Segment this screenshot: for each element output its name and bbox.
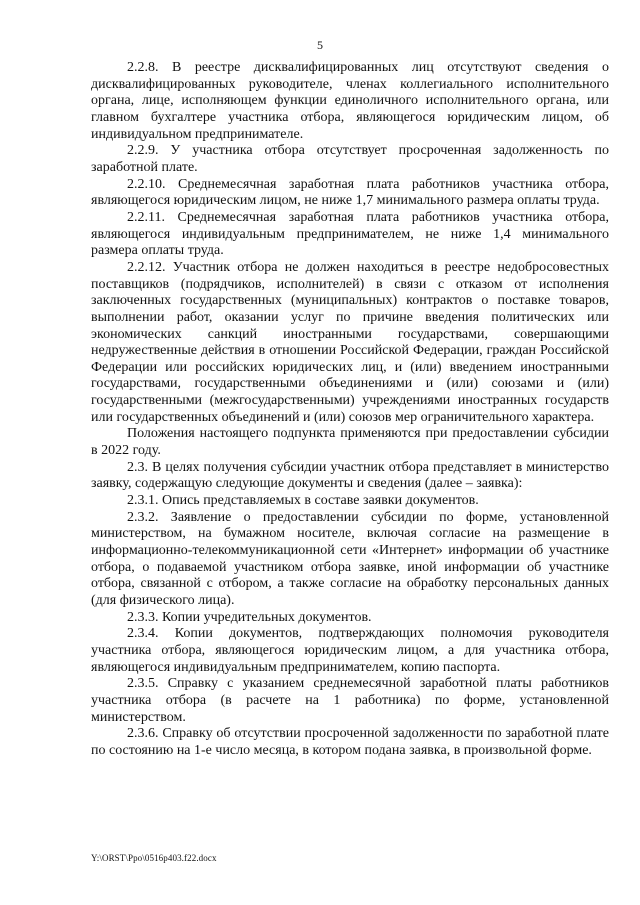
- clause-2-2-11: 2.2.11. Среднемесячная заработная плата работников участника отбора, являющегося индивидуальным предпринимателем, не ниже 1,4 минимального размера оплаты труда.: [91, 209, 609, 259]
- clause-note: Положения настоящего подпункта применяются при предоставлении субсидии в 2022 году.: [91, 426, 609, 459]
- footer-file-path: Y:\ORST\Ppo\0516p403.f22.docx: [91, 853, 217, 863]
- clause-2-2-8: 2.2.8. В реестре дисквалифицированных лиц отсутствуют сведения о дисквалифицированных руководителе, членах коллегиального исполнительного органа, лице, исполняющем функции единоличного исполнительного органа, или главном бухгалтере участника отбора, являющегося юридическим лицом, об индивидуальном предпринимателе.: [91, 60, 609, 142]
- clause-2-3: 2.3. В целях получения субсидии участник отбора представляет в министерство заявку, содержащую следующие документы и сведения (далее – заявка):: [91, 459, 609, 492]
- clause-2-2-12: 2.2.12. Участник отбора не должен находиться в реестре недобросовестных поставщиков (подрядчиков, исполнителей) в связи с отказом от исполнения заключенных государственных (муниципальных) контрактов о поставке товаров, выполнении работ, оказании услуг по причине введения политических или экономических санкций иностранными государствами, совершающими недружественные действия в отношении Российской Федерации, граждан Российской Федерации или российских юридических лиц, и (или) введением иностранными государствами, государственными объединениями и (или) союзами и (или) государственными (межгосударственными) учреждениями иностранных государств или государственных объединений и (или) союзов мер ограничительного характера.: [91, 259, 609, 425]
- clause-2-2-9: 2.2.9. У участника отбора отсутствует просроченная задолженность по заработной плате.: [91, 143, 609, 175]
- document-body: [91, 60, 609, 760]
- clause-2-3-6: 2.3.6. Справку об отсутствии просроченной задолженности по заработной плате по состоянию на 1-е число месяца, в котором подана заявка, в произвольной форме.: [91, 726, 609, 758]
- clause-2-3-4: 2.3.4. Копии документов, подтверждающих полномочия руководителя участника отбора, являющегося юридическим лицом, а для участника отбора, являющегося индивидуальным предпринимателем, копию паспорта.: [91, 626, 609, 675]
- clause-2-3-5: 2.3.5. Справку с указанием среднемесячной заработной платы работников участника отбора (в расчете на 1 работника) по форме, установленной министерством.: [91, 676, 609, 725]
- clause-2-3-3: 2.3.3. Копии учредительных документов.: [127, 609, 372, 625]
- clause-2-3-2: 2.3.2. Заявление о предоставлении субсидии по форме, установленной министерством, на бумажном носителе, включая согласие на размещение в информационно-телекоммуникационной сети «Интернет» информации об участнике отбора, о подаваемой участником отбора заявке, иной информации об участнике отбора, связанной с отбором, а также согласие на обработку персональных данных (для физического лица).: [91, 509, 609, 608]
- page-number: 5: [317, 38, 323, 52]
- clause-2-3-1: 2.3.1. Опись представляемых в составе заявки документов.: [127, 493, 479, 509]
- clause-2-2-10: 2.2.10. Среднемесячная заработная плата работников участника отбора, являющегося юридическим лицом, не ниже 1,7 минимального размера оплаты труда.: [91, 176, 609, 209]
